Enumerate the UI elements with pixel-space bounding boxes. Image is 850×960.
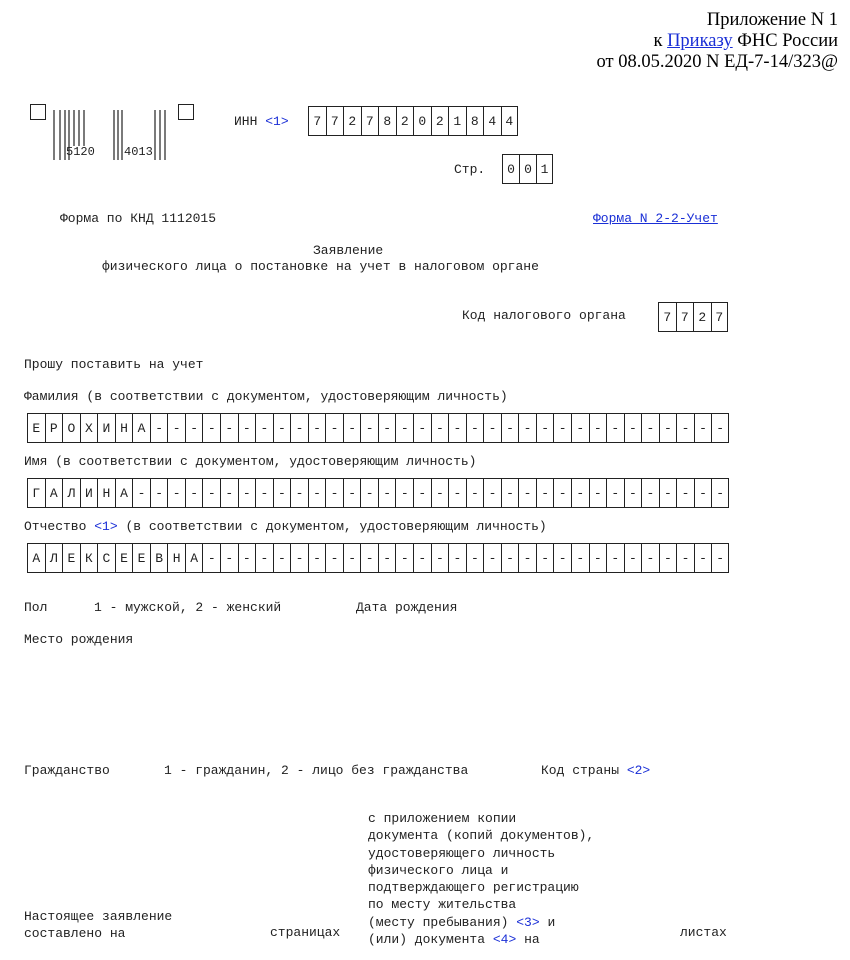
input-cell[interactable]: Н <box>167 543 185 573</box>
input-cell[interactable]: - <box>606 413 624 443</box>
patronymic-label: Отчество <1> (в соответствии с документом, удостоверяющим личность) <box>24 519 547 534</box>
appendix-number: Приложение N 1 <box>706 10 838 30</box>
input-cell[interactable]: - <box>431 478 449 508</box>
input-cell[interactable]: - <box>150 413 168 443</box>
form-type-link[interactable]: Форма N 2-2-Учет <box>593 211 718 226</box>
input-cell[interactable]: - <box>290 413 308 443</box>
input-cell[interactable]: - <box>220 543 238 573</box>
input-cell[interactable]: 7 <box>308 106 326 136</box>
appendix-header <box>597 10 839 73</box>
input-cell[interactable]: - <box>378 413 396 443</box>
input-cell[interactable]: - <box>202 413 220 443</box>
corner-marker-left <box>30 104 46 120</box>
birth-date-label: Дата рождения <box>356 600 458 615</box>
input-cell[interactable]: И <box>97 413 115 443</box>
input-cell[interactable]: - <box>711 413 729 443</box>
sheets-label: листах <box>680 925 727 940</box>
input-cell[interactable]: - <box>255 478 273 508</box>
input-cell[interactable]: О <box>62 413 80 443</box>
attachment-footnote-ref-3[interactable]: <3> <box>516 914 540 930</box>
input-cell[interactable]: - <box>641 478 659 508</box>
form-knd: Форма по КНД 1112015 <box>60 211 217 226</box>
input-cell[interactable]: С <box>97 543 115 573</box>
input-cell[interactable]: - <box>167 413 185 443</box>
order-date: от 08.05.2020 N ЕД-7-14/323@ <box>596 52 838 72</box>
input-cell[interactable]: - <box>325 478 343 508</box>
attachment-text: с приложением копии документа (копий документов), удостоверяющего личность физического лица и подтверждающего регистрацию по месту жительства (месту пребывания) <3> и (или) документа <4> на <box>368 811 595 948</box>
pages-label: страницах <box>270 925 341 940</box>
input-cell[interactable]: - <box>273 413 291 443</box>
input-cell[interactable]: - <box>659 478 677 508</box>
input-cell[interactable]: - <box>501 543 519 573</box>
input-cell[interactable]: - <box>711 543 729 573</box>
input-cell[interactable]: - <box>589 413 607 443</box>
input-cell[interactable]: 7 <box>326 106 344 136</box>
page-cells <box>502 154 553 184</box>
input-cell[interactable]: - <box>606 478 624 508</box>
input-cell[interactable]: - <box>132 478 150 508</box>
input-cell[interactable]: Н <box>115 413 133 443</box>
page-label: Стр. <box>454 162 486 177</box>
input-cell[interactable]: 0 <box>519 154 536 184</box>
patronymic-cells <box>27 543 729 573</box>
input-cell[interactable]: 0 <box>502 154 519 184</box>
input-cell[interactable]: А <box>132 413 150 443</box>
inn-footnote-ref[interactable]: <1> <box>265 114 289 129</box>
input-cell[interactable]: - <box>360 478 378 508</box>
input-cell[interactable]: - <box>501 478 519 508</box>
request-text: Прошу поставить на учет <box>24 357 204 372</box>
input-cell[interactable]: Е <box>132 543 150 573</box>
birth-place-label: Место рождения <box>24 632 134 647</box>
patronymic-footnote-ref[interactable]: <1> <box>94 519 118 534</box>
input-cell[interactable]: А <box>115 478 133 508</box>
country-label: Код страны <2> <box>541 763 651 778</box>
input-cell[interactable]: - <box>308 543 326 573</box>
input-cell[interactable]: 8 <box>466 106 484 136</box>
input-cell[interactable]: 0 <box>413 106 431 136</box>
input-cell[interactable]: - <box>589 478 607 508</box>
input-cell[interactable]: Л <box>62 478 80 508</box>
input-cell[interactable]: Е <box>27 413 45 443</box>
country-footnote-ref[interactable]: <2> <box>626 763 651 778</box>
input-cell[interactable]: 4 <box>501 106 519 136</box>
input-cell[interactable]: - <box>694 413 712 443</box>
input-cell[interactable]: 7 <box>711 302 729 332</box>
input-cell[interactable]: - <box>694 543 712 573</box>
input-cell[interactable]: - <box>360 413 378 443</box>
order-reference: к Приказу ФНС России <box>653 31 838 51</box>
input-cell[interactable]: - <box>167 478 185 508</box>
input-cell[interactable]: - <box>343 543 361 573</box>
input-cell[interactable]: - <box>624 478 642 508</box>
input-cell[interactable]: - <box>220 478 238 508</box>
input-cell[interactable]: - <box>589 543 607 573</box>
input-cell[interactable]: - <box>518 478 536 508</box>
input-cell[interactable]: - <box>238 543 256 573</box>
input-cell[interactable]: - <box>448 543 466 573</box>
citizenship-label: Гражданство <box>24 763 110 778</box>
name-label: Имя (в соответствии с документом, удостоверяющим личность) <box>24 454 477 469</box>
input-cell[interactable]: - <box>571 478 589 508</box>
gender-label: Пол <box>24 600 48 615</box>
input-cell[interactable]: - <box>536 478 554 508</box>
input-cell[interactable]: - <box>553 478 571 508</box>
input-cell[interactable]: - <box>624 413 642 443</box>
inn-cells <box>308 106 518 136</box>
input-cell[interactable]: 1 <box>536 154 553 184</box>
input-cell[interactable]: А <box>185 543 203 573</box>
input-cell[interactable]: 2 <box>343 106 361 136</box>
input-cell[interactable]: Р <box>45 413 63 443</box>
corner-marker-right <box>178 104 194 120</box>
input-cell[interactable]: - <box>711 478 729 508</box>
input-cell[interactable]: 7 <box>676 302 694 332</box>
input-cell[interactable]: - <box>325 543 343 573</box>
document-title: Заявление <box>313 243 384 258</box>
input-cell[interactable]: 1 <box>448 106 466 136</box>
input-cell[interactable]: - <box>255 413 273 443</box>
input-cell[interactable]: - <box>395 478 413 508</box>
input-cell[interactable]: - <box>220 413 238 443</box>
input-cell[interactable]: К <box>80 543 98 573</box>
input-cell[interactable]: 2 <box>693 302 711 332</box>
inn-label: ИНН <1> <box>234 114 289 129</box>
input-cell[interactable]: - <box>413 478 431 508</box>
input-cell[interactable]: 8 <box>378 106 396 136</box>
input-cell[interactable]: 7 <box>658 302 676 332</box>
input-cell[interactable]: - <box>676 543 694 573</box>
input-cell[interactable]: - <box>308 413 326 443</box>
attachment-footnote-ref-4[interactable]: <4> <box>492 932 517 948</box>
input-cell[interactable]: - <box>536 543 554 573</box>
input-cell[interactable]: Х <box>80 413 98 443</box>
input-cell[interactable]: - <box>571 413 589 443</box>
input-cell[interactable]: - <box>273 478 291 508</box>
input-cell[interactable]: - <box>448 478 466 508</box>
input-cell[interactable]: - <box>255 543 273 573</box>
input-cell[interactable]: 4 <box>483 106 501 136</box>
input-cell[interactable]: А <box>27 543 45 573</box>
input-cell[interactable]: - <box>466 543 484 573</box>
input-cell[interactable]: - <box>536 413 554 443</box>
input-cell[interactable]: - <box>395 543 413 573</box>
input-cell[interactable]: - <box>694 478 712 508</box>
input-cell[interactable]: - <box>308 478 326 508</box>
input-cell[interactable]: 2 <box>431 106 449 136</box>
input-cell[interactable]: Е <box>115 543 133 573</box>
composed-text: Настоящее заявление составлено на <box>24 909 173 941</box>
input-cell[interactable]: - <box>659 543 677 573</box>
input-cell[interactable]: - <box>676 413 694 443</box>
input-cell[interactable]: - <box>360 543 378 573</box>
input-cell[interactable]: - <box>483 413 501 443</box>
document-subtitle: физического лица о постановке на учет в налоговом органе <box>102 259 539 274</box>
input-cell[interactable]: - <box>518 413 536 443</box>
input-cell[interactable]: - <box>185 413 203 443</box>
input-cell[interactable]: - <box>466 413 484 443</box>
input-cell[interactable]: - <box>466 478 484 508</box>
input-cell[interactable]: - <box>431 413 449 443</box>
surname-cells <box>27 413 729 443</box>
name-cells <box>27 478 729 508</box>
input-cell[interactable]: - <box>518 543 536 573</box>
input-cell[interactable]: - <box>202 543 220 573</box>
input-cell[interactable]: Л <box>45 543 63 573</box>
input-cell[interactable]: 7 <box>361 106 379 136</box>
order-link[interactable]: Приказу <box>667 31 733 51</box>
input-cell[interactable]: - <box>238 478 256 508</box>
input-cell[interactable]: Е <box>62 543 80 573</box>
input-cell[interactable]: - <box>343 478 361 508</box>
input-cell[interactable]: - <box>185 478 203 508</box>
input-cell[interactable]: - <box>553 413 571 443</box>
tax-office-cells <box>658 302 728 332</box>
input-cell[interactable]: - <box>290 543 308 573</box>
barcode <box>52 110 172 162</box>
input-cell[interactable]: Г <box>27 478 45 508</box>
input-cell[interactable]: - <box>483 543 501 573</box>
input-cell[interactable]: - <box>378 478 396 508</box>
input-cell[interactable]: - <box>290 478 308 508</box>
input-cell[interactable]: - <box>343 413 361 443</box>
input-cell[interactable]: - <box>571 543 589 573</box>
input-cell[interactable]: - <box>413 543 431 573</box>
gender-hint: 1 - мужской, 2 - женский <box>94 600 282 615</box>
input-cell[interactable]: - <box>413 413 431 443</box>
input-cell[interactable]: - <box>431 543 449 573</box>
input-cell[interactable]: - <box>501 413 519 443</box>
input-cell[interactable]: Н <box>97 478 115 508</box>
input-cell[interactable]: - <box>641 413 659 443</box>
input-cell[interactable]: И <box>80 478 98 508</box>
input-cell[interactable]: - <box>553 543 571 573</box>
input-cell[interactable]: - <box>150 478 168 508</box>
input-cell[interactable]: В <box>150 543 168 573</box>
input-cell[interactable]: 2 <box>396 106 414 136</box>
surname-label: Фамилия (в соответствии с документом, удостоверяющим личность) <box>24 389 508 404</box>
input-cell[interactable]: - <box>202 478 220 508</box>
input-cell[interactable]: А <box>45 478 63 508</box>
input-cell[interactable]: - <box>624 543 642 573</box>
input-cell[interactable]: - <box>483 478 501 508</box>
tax-office-label: Код налогового органа <box>462 308 626 323</box>
input-cell[interactable]: - <box>325 413 343 443</box>
input-cell[interactable]: - <box>641 543 659 573</box>
input-cell[interactable]: - <box>448 413 466 443</box>
input-cell[interactable]: - <box>606 543 624 573</box>
input-cell[interactable]: - <box>676 478 694 508</box>
input-cell[interactable]: - <box>378 543 396 573</box>
barcode-code-1: 5120 <box>66 145 95 159</box>
input-cell[interactable]: - <box>273 543 291 573</box>
input-cell[interactable]: - <box>238 413 256 443</box>
input-cell[interactable]: - <box>395 413 413 443</box>
citizenship-hint: 1 - гражданин, 2 - лицо без гражданства <box>164 763 469 778</box>
barcode-code-2: 4013 <box>124 145 153 159</box>
input-cell[interactable]: - <box>659 413 677 443</box>
